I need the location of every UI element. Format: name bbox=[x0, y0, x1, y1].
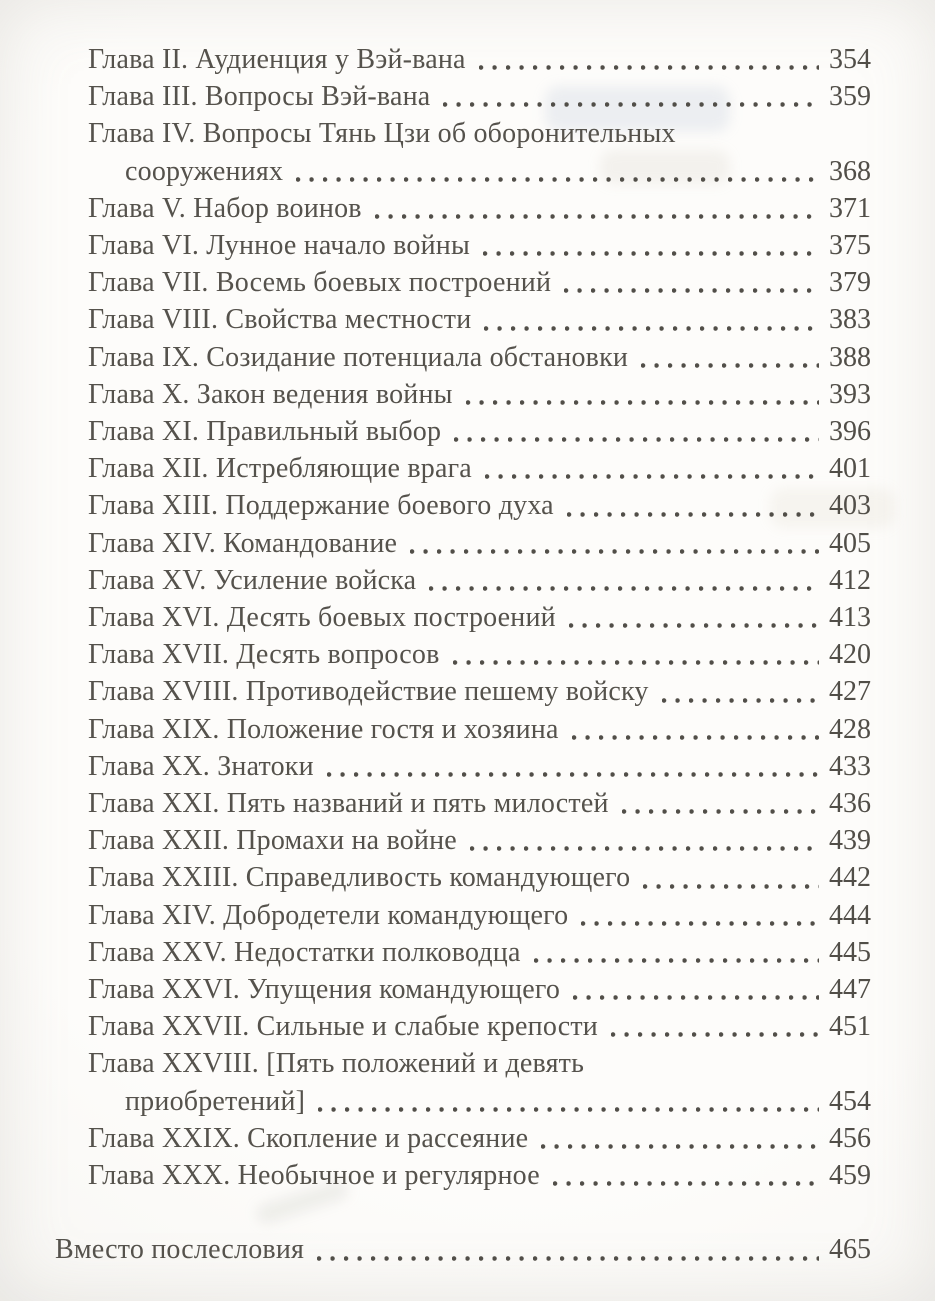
toc-entry-title: Глава IX. Созидание потенциала обстановки bbox=[88, 341, 629, 373]
toc-entry-page: 427 bbox=[829, 676, 871, 708]
toc-entry-page: 454 bbox=[829, 1085, 871, 1117]
dot-leader bbox=[484, 301, 819, 338]
toc-entry bbox=[88, 450, 871, 487]
dot-leader bbox=[318, 1083, 819, 1120]
toc-entry bbox=[88, 115, 871, 189]
toc-entry-title: Глава X. Закон ведения войны bbox=[88, 378, 453, 410]
toc-entry-page: 379 bbox=[829, 267, 871, 299]
toc-entry-page: 439 bbox=[829, 825, 871, 857]
dot-leader bbox=[466, 376, 819, 413]
toc-entry-page: 383 bbox=[829, 304, 871, 336]
toc-entry bbox=[88, 41, 871, 78]
toc-entry-title: Глава XV. Усиление войска bbox=[88, 564, 417, 596]
toc-entry-page: 412 bbox=[829, 564, 871, 596]
toc-entry-title: Глава XXVII. Сильные и слабые крепости bbox=[88, 1011, 598, 1043]
toc-entry bbox=[88, 1008, 871, 1045]
toc-entry-title: Глава XIX. Положение гостя и хозяина bbox=[88, 713, 559, 745]
toc-entry-afterword bbox=[55, 1231, 871, 1268]
dot-leader bbox=[454, 413, 819, 450]
toc-entry-page: 451 bbox=[829, 1011, 871, 1043]
dot-leader bbox=[470, 822, 819, 859]
toc-entry-page: 420 bbox=[829, 639, 871, 671]
toc-entry-page: 442 bbox=[829, 862, 871, 894]
toc-entry bbox=[88, 413, 871, 450]
toc-entry bbox=[88, 934, 871, 971]
toc-entry-page: 393 bbox=[829, 378, 871, 410]
dot-leader bbox=[483, 227, 819, 264]
toc-entry-title: Глава XXIII. Справедливость командующего bbox=[88, 862, 631, 894]
dot-leader bbox=[534, 934, 819, 971]
toc-entry-page: 405 bbox=[829, 527, 871, 559]
toc-entry bbox=[88, 859, 871, 896]
dot-leader bbox=[641, 339, 819, 376]
dot-leader bbox=[479, 41, 819, 78]
dot-leader bbox=[662, 673, 819, 710]
toc-entry-page: 413 bbox=[829, 602, 871, 634]
toc-entry bbox=[88, 487, 871, 524]
toc-entry-page: 403 bbox=[829, 490, 871, 522]
toc-entry bbox=[88, 636, 871, 673]
toc-entry-page: 371 bbox=[829, 192, 871, 224]
toc-entry bbox=[88, 1045, 871, 1119]
toc-entry bbox=[88, 1157, 871, 1194]
toc-entry-title: Глава XVIII. Противодействие пешему войску bbox=[88, 676, 649, 708]
toc-entry-title: Глава XVII. Десять вопросов bbox=[88, 639, 440, 671]
toc-entry-continuation: сооружениях bbox=[125, 155, 284, 187]
toc-entry-title: Глава XIV. Командование bbox=[88, 527, 398, 559]
dot-leader bbox=[327, 748, 819, 785]
toc-entry-title: Глава XX. Знатоки bbox=[88, 750, 314, 782]
toc-entry-title: Глава XXIX. Скопление и рассеяние bbox=[88, 1122, 529, 1154]
dot-leader bbox=[572, 711, 819, 748]
toc-entry-title: Глава III. Вопросы Вэй-вана bbox=[88, 81, 431, 113]
toc-entry-title: Глава XXV. Недостатки полководца bbox=[88, 936, 521, 968]
toc-entry-page: 359 bbox=[829, 81, 871, 113]
toc-entry bbox=[88, 785, 871, 822]
toc-entry bbox=[88, 264, 871, 301]
dot-leader bbox=[296, 153, 819, 190]
toc-entry-page: 465 bbox=[829, 1234, 871, 1266]
toc-entry-title: Глава V. Набор воинов bbox=[88, 192, 362, 224]
toc-entry-page: 456 bbox=[829, 1122, 871, 1154]
toc-entry-title: Глава XI. Правильный выбор bbox=[88, 416, 442, 448]
toc-entry bbox=[88, 301, 871, 338]
dot-leader bbox=[622, 785, 819, 822]
toc-entry bbox=[88, 562, 871, 599]
toc-entry bbox=[88, 599, 871, 636]
toc-entry-title: Глава VI. Лунное начало войны bbox=[88, 230, 470, 262]
dot-leader bbox=[429, 562, 819, 599]
toc-entry-page: 401 bbox=[829, 453, 871, 485]
dot-leader bbox=[564, 264, 819, 301]
dot-leader bbox=[643, 859, 819, 896]
dot-leader bbox=[567, 487, 819, 524]
toc-entry-title: Глава XVI. Десять боевых построений bbox=[88, 602, 556, 634]
toc-entry-title: Глава XIII. Поддержание боевого духа bbox=[88, 490, 554, 522]
toc-entry-title: Глава IV. Вопросы Тянь Цзи об оборонительных bbox=[88, 118, 676, 150]
dot-leader bbox=[541, 1120, 819, 1157]
toc-entry-continuation-line bbox=[125, 1083, 871, 1120]
toc-entry-title: Глава II. Аудиенция у Вэй-вана bbox=[88, 44, 466, 75]
toc-entry bbox=[88, 339, 871, 376]
toc-entry-title: Глава XIV. Добродетели командующего bbox=[88, 899, 569, 931]
toc-entry bbox=[88, 1120, 871, 1157]
toc-entry-page: 459 bbox=[829, 1160, 871, 1192]
toc-entry-title: Глава VIII. Свойства местности bbox=[88, 304, 472, 336]
toc-entry-page: 433 bbox=[829, 750, 871, 782]
toc-entry bbox=[88, 748, 871, 785]
toc-entry bbox=[88, 822, 871, 859]
toc-entry-continuation: приобретений] bbox=[125, 1085, 306, 1117]
toc-entry bbox=[88, 971, 871, 1008]
toc-entry-page: 447 bbox=[829, 974, 871, 1006]
dot-leader bbox=[443, 78, 819, 115]
toc-entry-title: Глава VII. Восемь боевых построений bbox=[88, 267, 552, 299]
toc-entry bbox=[88, 711, 871, 748]
dot-leader bbox=[611, 1008, 819, 1045]
dot-leader bbox=[453, 636, 820, 673]
dot-leader bbox=[581, 897, 819, 934]
toc-entry-page: 388 bbox=[829, 341, 871, 373]
dot-leader bbox=[410, 525, 819, 562]
toc-entry bbox=[88, 78, 871, 115]
toc-entry-title: Глава XII. Истребляющие врага bbox=[88, 453, 472, 485]
toc-entry bbox=[88, 376, 871, 413]
toc-entry-page: 428 bbox=[829, 713, 871, 745]
dot-leader bbox=[485, 450, 819, 487]
toc-entry-page: 436 bbox=[829, 788, 871, 820]
toc-entry bbox=[88, 525, 871, 562]
toc-entry-page: 445 bbox=[829, 936, 871, 968]
toc-entry-title: Глава XXVI. Упущения командующего bbox=[88, 974, 561, 1006]
dot-leader bbox=[573, 971, 819, 1008]
toc-entry bbox=[88, 673, 871, 710]
toc-entry-title: Глава XXX. Необычное и регулярное bbox=[88, 1160, 540, 1192]
toc-entry-title: Глава XXII. Промахи на войне bbox=[88, 825, 457, 857]
toc-entry-title: Вместо послесловия bbox=[55, 1234, 305, 1266]
toc-entry-page: 396 bbox=[829, 416, 871, 448]
dot-leader bbox=[317, 1231, 819, 1268]
dot-leader bbox=[375, 190, 819, 227]
toc-entry-title: Глава XXVIII. [Пять положений и девять bbox=[88, 1048, 585, 1080]
toc-entry-page: 368 bbox=[829, 155, 871, 187]
dot-leader bbox=[553, 1157, 819, 1194]
toc-entry-page: 444 bbox=[829, 899, 871, 931]
toc-entry bbox=[88, 897, 871, 934]
toc-entry bbox=[88, 190, 871, 227]
toc-entry bbox=[88, 227, 871, 264]
toc-entry-title: Глава XXI. Пять названий и пять милостей bbox=[88, 788, 609, 820]
toc-entry-continuation-line bbox=[125, 153, 871, 190]
dot-leader bbox=[569, 599, 819, 636]
toc-entry-page: 375 bbox=[829, 230, 871, 262]
toc-entry-page: 354 bbox=[829, 44, 871, 75]
